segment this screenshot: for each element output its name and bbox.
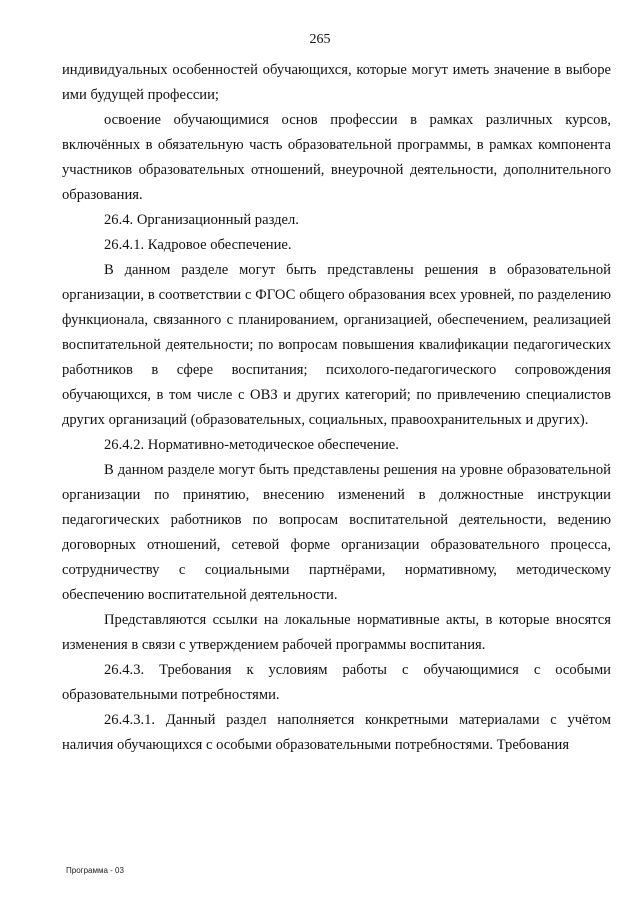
paragraph: В данном разделе могут быть представлены решения в образовательной организации, в соответствии с ФГОС общего образования всех уровней, по разделению функционала, связанного с планированием, организацией, обеспечением, реализацией воспитательной деятельности; по вопросам повышения квалификации педагогических работников в сфере воспитания; психолого-педагогического сопровождения обучающихся, в том числе с ОВЗ и других категорий; по привлечению специалистов других организаций (образовательных, социальных, правоохранительных и других). [62, 262, 611, 428]
page-number: 265 [309, 32, 331, 47]
paragraph: 26.4.3.1. Данный раздел наполняется конкретными материалами с учётом наличия обучающихся с особыми образовательными потребностями. Требования [62, 712, 611, 753]
page-content [62, 58, 611, 758]
subsection-heading: 26.4.1. Кадровое обеспечение. [104, 237, 292, 253]
page-footer: Программа - 03 [66, 866, 124, 875]
paragraph: освоение обучающимися основ профессии в рамках различных курсов, включённых в обязательную часть образовательной программы, в рамках компонента участников образовательных отношений, внеурочной деятельности, дополнительного образования. [62, 112, 611, 203]
subsection-heading: 26.4.2. Нормативно-методическое обеспечение. [104, 437, 399, 453]
paragraph: В данном разделе могут быть представлены решения на уровне образовательной организации по принятию, внесению изменений в должностные инструкции педагогических работников по вопросам воспитательной деятельности, ведению договорных отношений, сетевой форме организации образовательного процесса, сотрудничеству с социальными партнёрами, нормативному, методическому обеспечению воспитательной деятельности. [62, 462, 611, 603]
paragraph: Представляются ссылки на локальные нормативные акты, в которые вносятся изменения в связи с утверждением рабочей программы воспитания. [62, 612, 611, 653]
section-heading: 26.4. Организационный раздел. [104, 212, 299, 228]
subsection-heading: 26.4.3. Требования к условиям работы с обучающимися с особыми образовательными потребностями. [62, 662, 611, 703]
paragraph: индивидуальных особенностей обучающихся, которые могут иметь значение в выборе ими будущей профессии; [62, 62, 611, 103]
